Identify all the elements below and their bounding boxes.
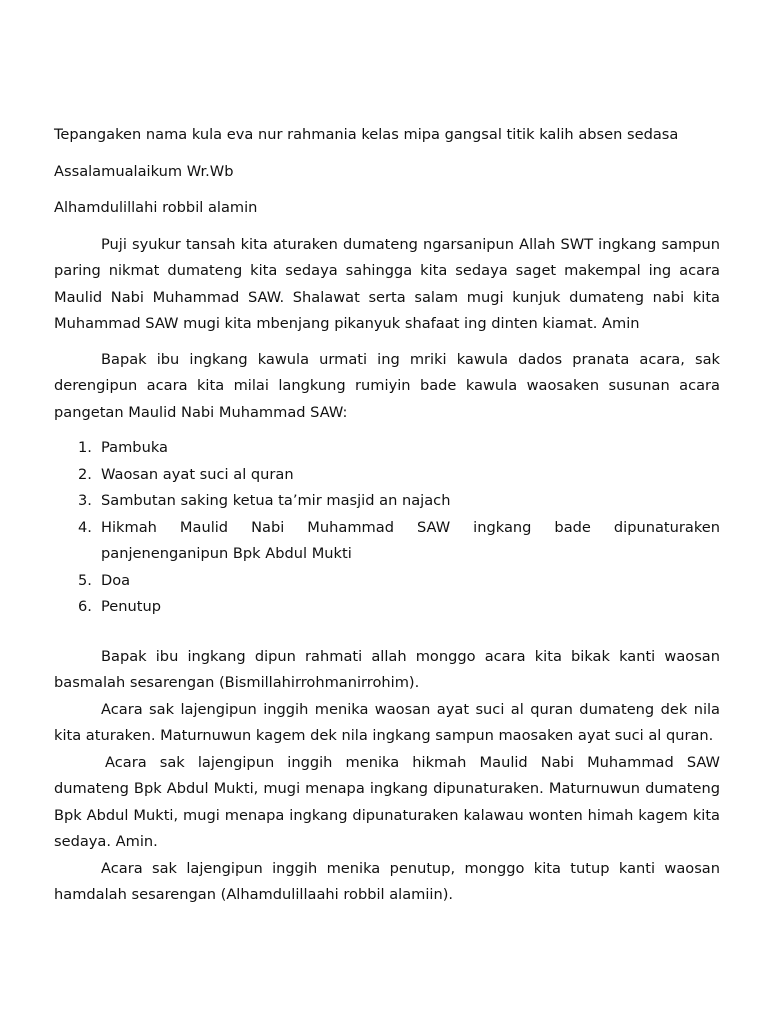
list-item: [54, 435, 720, 462]
agenda-list: [54, 435, 720, 621]
list-text: Doa: [101, 571, 131, 589]
list-item: [54, 594, 720, 621]
paragraph-5: Acara sak lajengipun inggih menika hikmah Maulid Nabi Muhammad SAW dumateng Bpk Abdul Mukti, mugi menapa ingkang dipunaturaken. Maturnuwun dumateng Bpk Abdul Mukti, mugi menapa ingkang dipunaturaken kalawau wonten himah kagem kita sedaya. Amin.: [54, 753, 720, 850]
intro-line: Tepangaken nama kula eva nur rahmania kelas mipa gangsal titik kalih absen sedasa: [54, 126, 679, 143]
list-number: 5.: [78, 571, 92, 589]
list-number: 4.: [78, 518, 92, 536]
list-text: Pambuka: [101, 439, 168, 456]
list-number: 2.: [78, 465, 92, 483]
paragraph-3: Bapak ibu ingkang dipun rahmati allah monggo acara kita bikak kanti waosan basmalah sesarengan (Bismillahirrohmanirrohim).: [54, 647, 720, 691]
opening-line: Alhamdulillahi robbil alamin: [54, 199, 258, 216]
list-number: 6.: [78, 598, 92, 615]
list-text: Penutup: [101, 598, 161, 615]
list-number: 1.: [78, 439, 92, 456]
list-item: [54, 568, 720, 595]
list-item: [54, 515, 720, 568]
list-text: Sambutan saking ketua ta’mir masjid an najach: [101, 492, 451, 509]
list-text: Hikmah Maulid Nabi Muhammad SAW ingkang bade dipunaturaken panjenenganipun Bpk Abdul Mukti: [101, 518, 720, 562]
list-number: 3.: [78, 492, 92, 509]
paragraph-1: Puji syukur tansah kita aturaken dumateng ngarsanipun Allah SWT ingkang sampun paring nikmat dumateng kita sedaya sahingga kita sedaya saget makempal ing acara Maulid Nabi Muhammad SAW. Shalawat serta salam mugi kunjuk dumateng nabi kita Muhammad SAW mugi kita mbenjang pikanyuk shafaat ing dinten kiamat. Amin: [54, 235, 720, 332]
list-text: Waosan ayat suci al quran: [101, 465, 294, 483]
document-page: [54, 122, 720, 909]
paragraph-4: Acara sak lajengipun inggih menika waosan ayat suci al quran dumateng dek nila kita aturaken. Maturnuwun kagem dek nila ingkang sampun maosaken ayat suci al quran.: [54, 700, 720, 744]
paragraph-2: Bapak ibu ingkang kawula urmati ing mriki kawula dados pranata acara, sak derengipun acara kita milai langkung rumiyin bade kawula waosaken susunan acara pangetan Maulid Nabi Muhammad SAW:: [54, 350, 720, 421]
paragraph-6: Acara sak lajengipun inggih menika penutup, monggo kita tutup kanti waosan hamdalah sesarengan (Alhamdulillaahi robbil alamiin).: [54, 859, 720, 903]
list-item: [54, 488, 720, 515]
list-item: [54, 462, 720, 489]
greeting: Assalamualaikum Wr.Wb: [54, 162, 234, 180]
